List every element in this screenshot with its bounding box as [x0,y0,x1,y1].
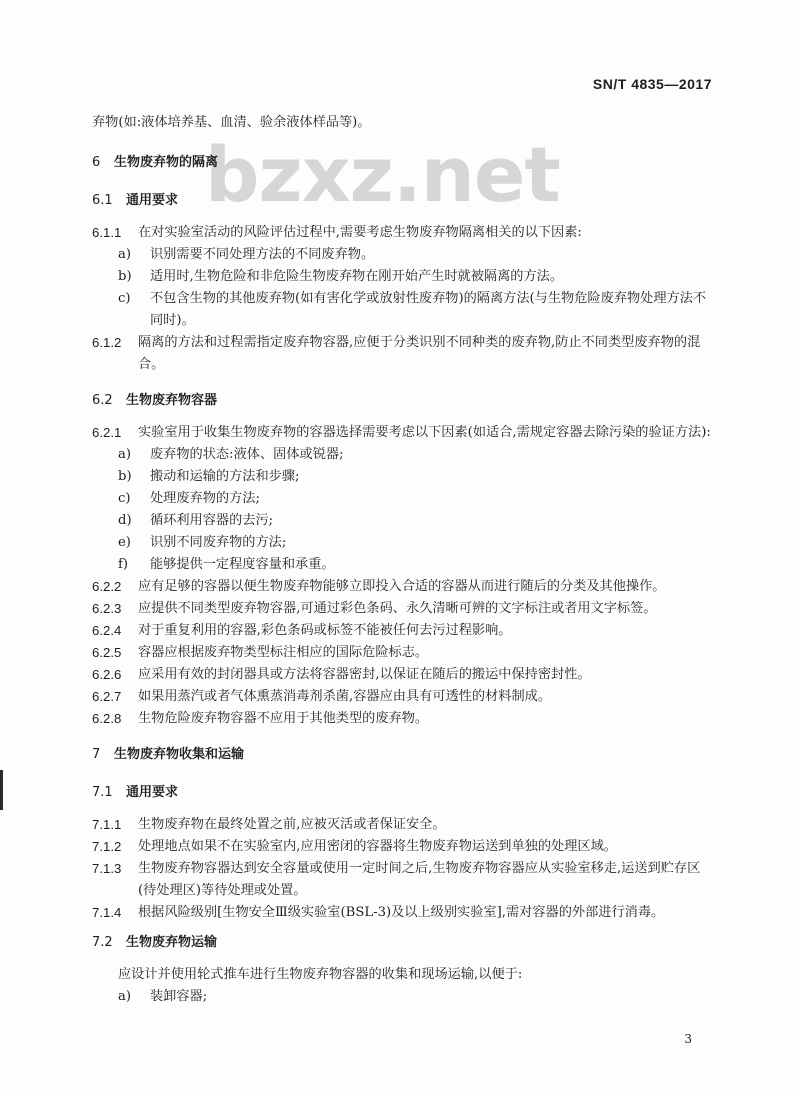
subsection-title: 生物废弃物容器 [126,393,218,408]
clause-6-2-3 [92,598,712,620]
clause-text: 根据风险级别[生物安全Ⅲ级实验室(BSL-3)及以上级别实验室],需对容器的外部进行消毒。 [138,905,665,920]
page-number: 3 [684,1032,692,1046]
item-label: a) [118,247,132,262]
paragraph-7-2: 应设计并使用轮式推车进行生物废弃物容器的收集和现场运输,以便于: [118,967,523,982]
item-text: 能够提供一定程度容量和承重。 [150,557,335,572]
list-item [92,510,712,532]
clause-text: 处理地点如果不在实验室内,应用密闭的容器将生物废弃物运送到单独的处理区域。 [138,839,617,854]
subsection-heading-7-2 [92,932,712,954]
list-item [92,488,712,510]
clause-text: 生物废弃物容器达到安全容量或使用一定时间之后,生物废弃物容器应从实验室移走,运送到贮存区(待处理区)等待处理或处置。 [138,861,701,898]
item-label: d) [118,513,132,528]
item-text: 识别需要不同处理方法的不同废弃物。 [150,247,375,262]
clause-6-2-7 [92,686,712,708]
clause-text: 容器应根据废弃物类型标注相应的国际危险标志。 [138,645,429,660]
clause-number: 7.1.3 [92,861,122,876]
list-item [92,288,712,332]
item-text: 装卸容器; [150,989,208,1004]
subsection-heading-6-1 [92,190,712,212]
list-item [92,532,712,554]
item-label: c) [118,291,131,306]
subsection-title: 通用要求 [126,193,179,208]
clause-text: 应提供不同类型废弃物容器,可通过彩色条码、永久清晰可辨的文字标注或者用文字标签。 [138,601,657,616]
clause-text: 应有足够的容器以便生物废弃物能够立即投入合适的容器从而进行随后的分类及其他操作。 [138,579,666,594]
clause-number: 6.2.5 [92,645,122,660]
clause-7-1-1 [92,814,712,836]
list-item [92,554,712,576]
list-item [92,266,712,288]
item-label: e) [118,535,131,550]
item-label: b) [118,269,132,284]
item-label: b) [118,469,132,484]
clause-number: 6.2.1 [92,425,122,440]
clause-6-2-8 [92,708,712,730]
clause-number: 6.2.3 [92,601,122,616]
subsection-heading-7-1 [92,782,712,804]
item-label: c) [118,491,131,506]
clause-text: 隔离的方法和过程需指定废弃物容器,应便于分类识别不同种类的废弃物,防止不同类型废弃物的混合。 [138,335,701,372]
item-text: 识别不同废弃物的方法; [150,535,287,550]
subsection-number: 6.2 [92,393,113,408]
continued-text: 弃物(如:液体培养基、血清、验余液体样品等)。 [92,115,371,130]
clause-number: 7.1.1 [92,817,122,832]
item-text: 不包含生物的其他废弃物(如有害化学或放射性废弃物)的隔离方法(与生物危险废弃物处理方法不同时)。 [150,291,707,328]
scan-edge-mark [0,770,3,810]
item-label: f) [118,557,129,572]
clause-6-2-6 [92,664,712,686]
section-title: 生物废弃物收集和运输 [114,747,245,762]
subsection-title: 生物废弃物运输 [126,935,218,950]
clause-number: 6.2.7 [92,689,122,704]
item-text: 处理废弃物的方法; [150,491,260,506]
clause-7-1-2 [92,836,712,858]
clause-number: 6.2.8 [92,711,122,726]
item-text: 搬动和运输的方法和步骤; [150,469,300,484]
clause-6-2-5 [92,642,712,664]
clause-7-1-4 [92,902,712,924]
watermark: bzxz.net [205,130,560,219]
clause-text: 实验室用于收集生物废弃物的容器选择需要考虑以下因素(如适合,需规定容器去除污染的验证方法): [138,425,711,440]
section-title: 生物废弃物的隔离 [114,155,219,170]
clause-6-2-1 [92,422,712,444]
section-heading-6 [92,152,712,174]
clause-text: 在对实验室活动的风险评估过程中,需要考虑生物废弃物隔离相关的以下因素: [138,225,582,240]
clause-7-1-3 [92,858,712,902]
clause-6-1-2 [92,332,712,376]
clause-number: 6.2.4 [92,623,122,638]
subsection-number: 7.1 [92,785,113,800]
section-number: 6 [92,155,101,170]
subsection-title: 通用要求 [126,785,179,800]
item-label: a) [118,989,132,1004]
clause-6-2-2 [92,576,712,598]
clause-number: 6.1.2 [92,335,122,350]
subsection-number: 6.1 [92,193,113,208]
document-body [92,112,712,1008]
item-text: 废弃物的状态:液体、固体或锐器; [150,447,344,462]
clause-number: 6.2.2 [92,579,122,594]
list-item [92,466,712,488]
clause-6-2-4 [92,620,712,642]
subsection-heading-6-2 [92,390,712,412]
list-item [92,244,712,266]
item-text: 循环利用容器的去污; [150,513,274,528]
section-number: 7 [92,747,101,762]
clause-number: 6.2.6 [92,667,122,682]
clause-text: 对于重复利用的容器,彩色条码或标签不能被任何去污过程影响。 [138,623,512,638]
clause-number: 6.1.1 [92,225,122,240]
clause-text: 如果用蒸汽或者气体熏蒸消毒剂杀菌,容器应由具有可透性的材料制成。 [138,689,552,704]
list-item [92,444,712,466]
item-text: 适用时,生物危险和非危险生物废弃物在刚开始产生时就被隔离的方法。 [150,269,564,284]
clause-number: 7.1.2 [92,839,122,854]
section-heading-7 [92,744,712,766]
item-label: a) [118,447,132,462]
clause-number: 7.1.4 [92,905,122,920]
standard-code: SN/T 4835—2017 [592,76,712,92]
clause-text: 应采用有效的封闭器具或方法将容器密封,以保证在随后的搬运中保持密封性。 [138,667,591,682]
subsection-number: 7.2 [92,935,113,950]
list-item [92,986,712,1008]
clause-text: 生物危险废弃物容器不应用于其他类型的废弃物。 [138,711,429,726]
clause-text: 生物废弃物在最终处置之前,应被灭活或者保证安全。 [138,817,446,832]
clause-6-1-1 [92,222,712,244]
